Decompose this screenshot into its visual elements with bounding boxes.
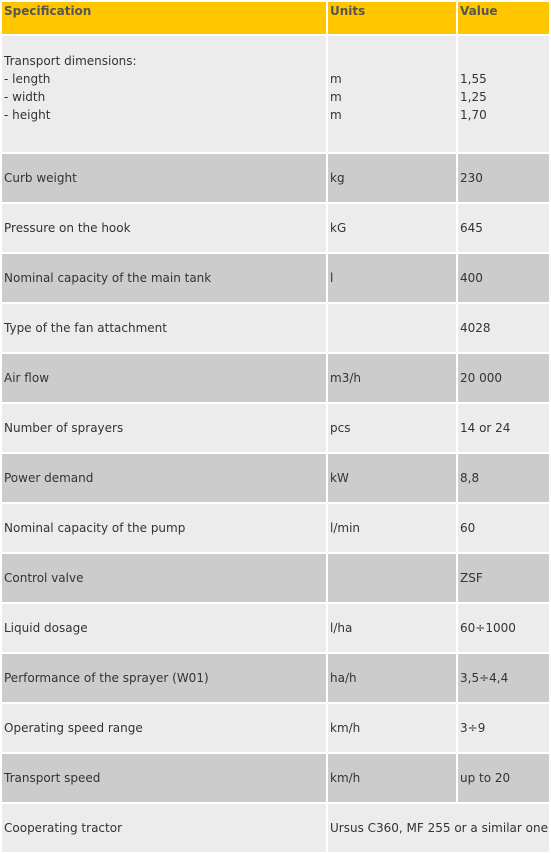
unit-cell: kg (328, 154, 456, 202)
table-row (2, 654, 549, 702)
unit-cell (328, 36, 456, 152)
table-row (2, 704, 549, 752)
height-unit: m (330, 108, 342, 122)
table-row (2, 154, 549, 202)
spec-cell: Number of sprayers (2, 404, 326, 452)
table-row (2, 404, 549, 452)
width-label: - width (4, 90, 46, 104)
value-cell: ZSF (458, 554, 549, 602)
width-unit: m (330, 90, 342, 104)
length-value: 1,55 (460, 72, 487, 86)
spec-cell: Air flow (2, 354, 326, 402)
value-cell: 3,5÷4,4 (458, 654, 549, 702)
length-label: - length (4, 72, 51, 86)
table-header-row (2, 2, 549, 34)
spec-cell: Power demand (2, 454, 326, 502)
length-unit: m (330, 72, 342, 86)
value-cell: 60÷1000 (458, 604, 549, 652)
unit-cell: km/h (328, 754, 456, 802)
spec-cell: Nominal capacity of the pump (2, 504, 326, 552)
unit-cell: l/min (328, 504, 456, 552)
unit-cell: l (328, 254, 456, 302)
value-cell: 645 (458, 204, 549, 252)
value-cell: 60 (458, 504, 549, 552)
unit-cell: kW (328, 454, 456, 502)
table-row (2, 604, 549, 652)
header-specification: Specification (2, 2, 326, 34)
unit-cell: pcs (328, 404, 456, 452)
table-row (2, 254, 549, 302)
header-value: Value (458, 2, 549, 34)
table-row-transport-dimensions (2, 36, 549, 152)
value-cell: 230 (458, 154, 549, 202)
unit-cell (328, 554, 456, 602)
table-row (2, 754, 549, 802)
table-row (2, 354, 549, 402)
table-row (2, 204, 549, 252)
spec-cell: Pressure on the hook (2, 204, 326, 252)
value-cell: 14 or 24 (458, 404, 549, 452)
value-cell: 3÷9 (458, 704, 549, 752)
value-cell: 400 (458, 254, 549, 302)
spec-cell (2, 36, 326, 152)
unit-cell: m3/h (328, 354, 456, 402)
table-row (2, 304, 549, 352)
value-cell: 20 000 (458, 354, 549, 402)
value-cell: up to 20 (458, 754, 549, 802)
table-row (2, 554, 549, 602)
spec-cell: Type of the fan attachment (2, 304, 326, 352)
unit-cell: l/ha (328, 604, 456, 652)
header-units: Units (328, 2, 456, 34)
unit-cell: kG (328, 204, 456, 252)
spec-cell: Transport speed (2, 754, 326, 802)
table-row-cooperating-tractor (2, 804, 549, 852)
spec-cell: Operating speed range (2, 704, 326, 752)
table-row (2, 454, 549, 502)
transport-dimensions-title: Transport dimensions: (4, 54, 137, 68)
spec-cell: Cooperating tractor (2, 804, 326, 852)
spec-cell: Nominal capacity of the main tank (2, 254, 326, 302)
table-row (2, 504, 549, 552)
spec-cell: Control valve (2, 554, 326, 602)
unit-cell (328, 304, 456, 352)
value-cell: 4028 (458, 304, 549, 352)
tractor-value-cell: Ursus C360, MF 255 or a similar one (328, 804, 549, 852)
unit-cell: ha/h (328, 654, 456, 702)
value-cell: 8,8 (458, 454, 549, 502)
height-label: - height (4, 108, 51, 122)
spec-cell: Performance of the sprayer (W01) (2, 654, 326, 702)
unit-cell: km/h (328, 704, 456, 752)
width-value: 1,25 (460, 90, 487, 104)
spec-cell: Curb weight (2, 154, 326, 202)
height-value: 1,70 (460, 108, 487, 122)
value-cell (458, 36, 549, 152)
spec-cell: Liquid dosage (2, 604, 326, 652)
